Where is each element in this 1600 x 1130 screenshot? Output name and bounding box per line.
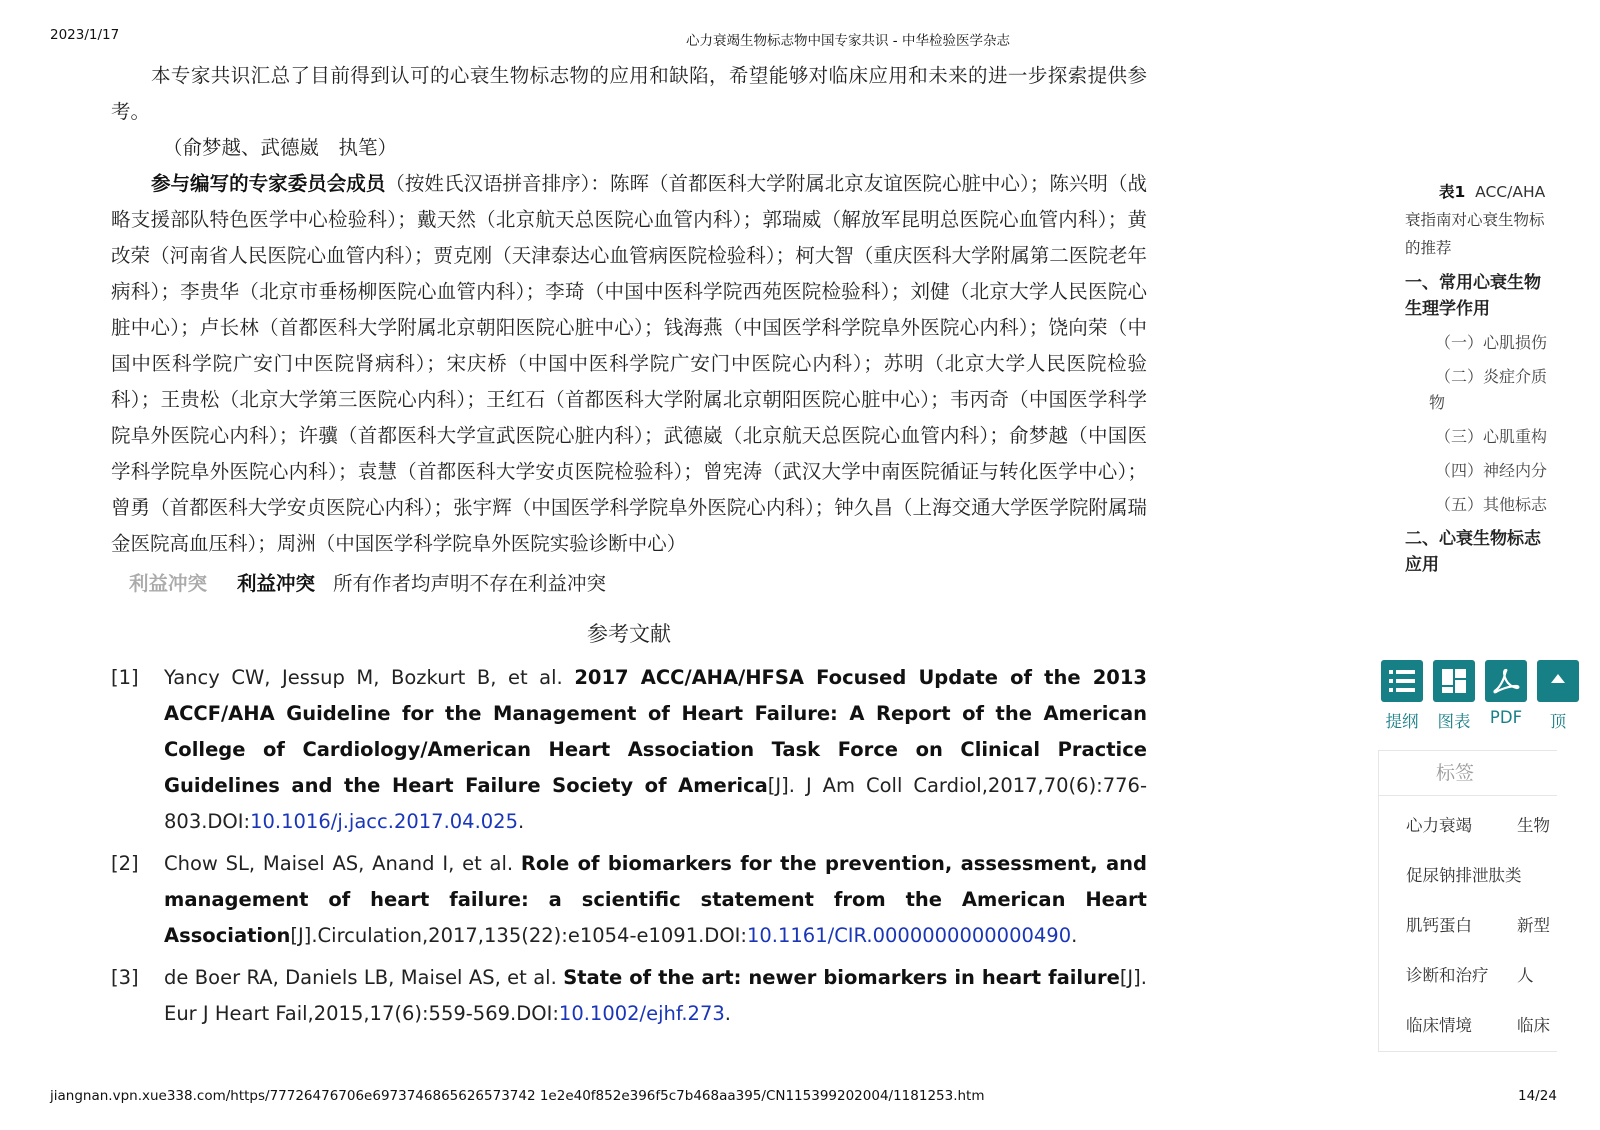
outline-item[interactable]: （四）神经内分 [1435,461,1548,480]
top-label: 顶 [1549,712,1567,731]
page-number: 14/24 [1518,1088,1557,1104]
tag-link[interactable]: 生物 [1517,816,1550,835]
references-title: 参考文献 [587,622,671,646]
committee-label: 参与编写的专家委员会成员 [151,172,386,195]
table-line3: 的推荐 [1405,239,1452,257]
table-line2: 衰指南对心衰生物标 [1405,211,1545,229]
tags-panel [1378,750,1557,1052]
tag-row [1379,996,1557,1046]
print-header [0,27,1600,47]
reference-list [111,660,1147,1032]
toolbar [1380,660,1567,731]
section-title-line2: 生理学作用 [1405,299,1490,319]
top-button[interactable] [1536,660,1580,732]
reference-title: Role of biomarkers for the prevention, assessment, and management of heart failure: a scientific statement from the American Heart Association [164,852,1147,947]
committee-paragraph [111,166,1147,562]
table-line1: ACC/AHA [1475,183,1546,201]
doi-link[interactable]: 10.1161/CIR.0000000000000490 [746,924,1072,947]
reference-body [164,660,1147,840]
reference-authors: Chow SL, Maisel AS, Anand I, et al. [164,852,521,875]
charts-button[interactable] [1432,660,1476,732]
section-title-line2: 应用 [1405,555,1439,575]
top-icon [1537,660,1579,702]
reference-body [164,846,1147,954]
author-note: （俞梦越、武德崴 执笔） [163,136,398,159]
tag-link[interactable]: 新型 [1517,916,1550,935]
coi-tag: 利益冲突 [129,572,208,595]
summary-paragraph: 本专家共识汇总了目前得到认可的心衰生物标志物的应用和缺陷，希望能够对临床应用和未来的进一步探索提供参考。 [111,64,1147,123]
article-content [111,58,1147,1038]
print-title: 心力衰竭生物标志物中国专家共识 - 中华检验医学杂志 [686,33,1010,49]
outline-item[interactable]: （一）心肌损伤 [1435,333,1548,352]
print-url: jiangnan.vpn.xue338.com/https/77726476706e6973746865626573742 1e2e40f852e396f5c7b468aa395/CN115399202004/1181253.htm [50,1088,985,1104]
reference-item [111,846,1147,954]
tag-row [1379,946,1557,996]
reference-title: 2017 ACC/AHA/HFSA Focused Update of the 2013 ACCF/AHA Guideline for the Management of Heart Failure: A Report of the American College of Cardiology/American Heart Association Task Force on Clinical Practice Guidelines and the Heart Failure Society of America [164,666,1147,797]
print-date: 2023/1/17 [50,27,120,43]
reference-number: [1] [111,666,139,689]
committee-text: （按姓氏汉语拼音排序）：陈晖（首都医科大学附属北京友谊医院心脏中心）；陈兴明（战略支援部队特色医学中心检验科）；戴天然（北京航天总医院心血管内科）；郭瑞威（解放军昆明总医院心血管内科）；黄改荣（河南省人民医院心血管内科）；贾克刚（天津泰达心血管病医院检验科）；柯大智（重庆医科大学附属第二医院老年病科）；李贵华（北京市垂杨柳医院心血管内科）；李琦（中国中医科学院西苑医院检验科）；刘健（北京大学人民医院心脏中心）；卢长林（首都医科大学附属北京朝阳医院心脏中心）；钱海燕（中国医学科学院阜外医院心内科）；饶向荣（中国中医科学院广安门中医院肾病科）；宋庆桥（中国中医科学院广安门中医院心内科）；苏明（北京大学人民医院检验科）；王贵松（北京大学第三医院心内科）；王红石（首都医科大学附属北京朝阳医院心脏中心）；韦丙奇（中国医学科学院阜外医院心内科）；许骥（首都医科大学宣武医院心脏内科）；武德崴（北京航天总医院心血管内科）；俞梦越（中国医学科学院阜外医院心内科）；袁慧（首都医科大学安贞医院检验科）；曾宪涛（武汉大学中南医院循证与转化医学中心）；曾勇（首都医科大学安贞医院心内科）；张宇辉（中国医学科学院阜外医院心内科）；钟久昌（上海交通大学医学院附属瑞金医院高血压科）；周洲（中国医学科学院阜外医院实验诊断中心） [111,172,1147,555]
tags-title: 标签 [1379,751,1557,796]
reference-number: [3] [111,966,139,989]
reference-authors: Yancy CW, Jessup M, Bozkurt B, et al. [164,666,575,689]
pdf-label: PDF [1489,708,1523,727]
coi-text: 所有作者均声明不存在利益冲突 [333,572,607,595]
outline-section-1[interactable] [1405,270,1555,322]
tag-row [1379,896,1557,946]
outline-label: 提纲 [1385,712,1419,731]
tag-link[interactable]: 临床情境 [1406,1016,1472,1035]
reference-title: State of the art: newer biomarkers in heart failure [563,966,1120,989]
outline-button[interactable] [1380,660,1424,732]
coi-heading: 利益冲突 [237,572,316,595]
chart-grid-icon [1433,660,1475,702]
tag-row [1379,846,1557,896]
tag-link[interactable]: 肌钙蛋白 [1406,916,1472,935]
reference-source: [J]. Eur J Heart Fail,2015,17(6):559-569.DOI: [164,966,1147,1025]
section-title-line1: 二、心衰生物标志 [1405,529,1541,549]
outline-list-icon [1381,660,1423,702]
outline-item-line2: 物 [1429,393,1446,412]
outline-item[interactable] [1405,364,1555,416]
reference-end: . [518,810,525,833]
tag-row [1379,796,1557,846]
outline-item[interactable]: （三）心肌重构 [1435,427,1548,446]
conflict-of-interest [111,566,1147,602]
reference-item [111,960,1147,1032]
outline-item-line1: （二）炎症介质 [1435,367,1548,386]
reference-item [111,660,1147,840]
reference-end: . [1071,924,1078,947]
reference-source: [J]. J Am Coll Cardiol,2017,70(6):776-803.DOI: [164,774,1148,833]
tag-link[interactable]: 促尿钠排泄肽类 [1406,866,1522,885]
outline-section-2[interactable] [1405,526,1555,578]
reference-number: [2] [111,852,139,875]
sidebar-table-link[interactable] [1405,178,1555,262]
reference-end: . [724,1002,731,1025]
reference-authors: de Boer RA, Daniels LB, Maisel AS, et al. [164,966,564,989]
tag-link[interactable]: 人 [1517,966,1534,985]
table-label: 表1 [1439,183,1466,201]
outline-item[interactable]: （五）其他标志 [1435,495,1548,514]
reference-source: [J].Circulation,2017,135(22):e1054-e1091.DOI: [290,924,747,947]
reference-body [164,960,1147,1032]
tag-link[interactable]: 心力衰竭 [1406,816,1472,835]
tag-link[interactable]: 临床 [1517,1016,1550,1035]
tag-link[interactable]: 诊断和治疗 [1406,966,1489,985]
charts-label: 图表 [1437,712,1471,731]
pdf-icon [1485,660,1527,702]
pdf-button[interactable] [1484,660,1528,727]
doi-link[interactable]: 10.1016/j.jacc.2017.04.025 [250,810,518,833]
section-title-line1: 一、常用心衰生物 [1405,273,1541,293]
doi-link[interactable]: 10.1002/ejhf.273 [558,1002,725,1025]
